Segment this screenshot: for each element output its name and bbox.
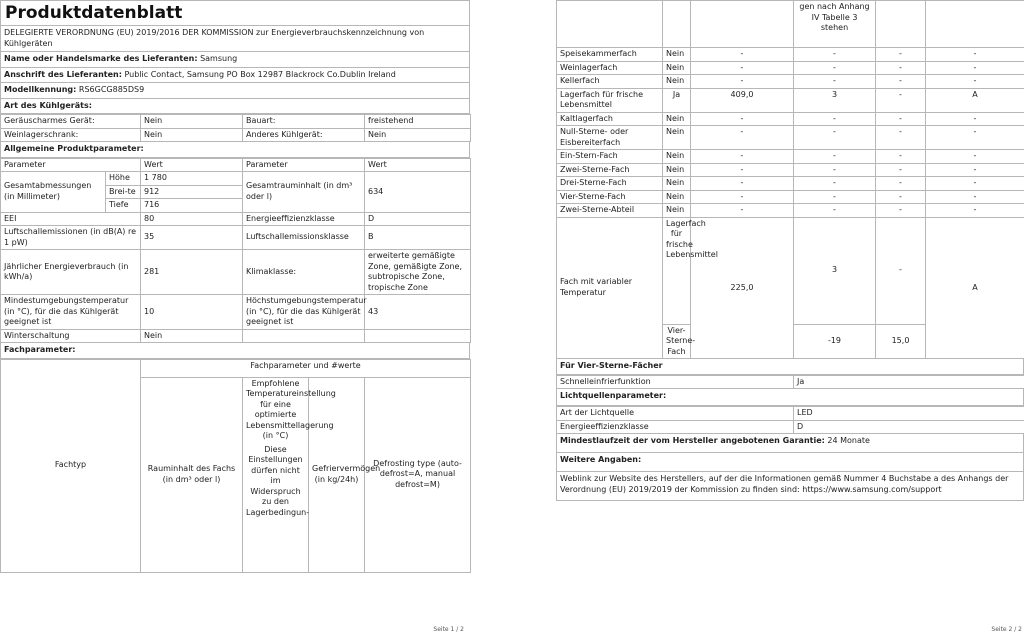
table-header-row	[1, 158, 471, 172]
column-header: Parameter	[1, 158, 141, 172]
compartment-defrost: -	[926, 48, 1024, 62]
column-header-defrost-type: Defrosting type (auto-defrost=A, manual defrost=M)	[365, 377, 471, 572]
table-row	[557, 150, 1024, 164]
supplier-address-value: Public Contact, Samsung PO Box 12987 Blackrock Co.Dublin Ireland	[124, 69, 396, 79]
compartment-freezing: -	[876, 163, 926, 177]
compartment-volume: -	[691, 190, 794, 204]
empty-cell	[663, 1, 691, 48]
compartment-freezing: -	[876, 48, 926, 62]
compartment-freezing: -	[876, 126, 926, 150]
compartment-volume: -	[691, 204, 794, 218]
type-cell: Nein	[141, 128, 243, 142]
temperature-header-note: Diese Einstellungen dürfen nicht im Widerspruch zu den Lagerbedingun-	[246, 444, 310, 517]
column-header-volume: Rauminhalt des Fachs (in dm³ oder l)	[141, 377, 243, 572]
dimension-sub-label: Tiefe	[106, 199, 141, 213]
compartment-name: Kellerfach	[557, 75, 663, 89]
param-value: 281	[141, 250, 243, 295]
empty-cell	[557, 1, 663, 48]
model-row	[0, 83, 470, 99]
dimension-sub-label: Brei-te	[106, 185, 141, 199]
table-row	[557, 217, 1024, 324]
compartment-temperature: -	[794, 177, 876, 191]
compartment-name: Zwei-Sterne-Abteil	[557, 204, 663, 218]
dimensions-label: Gesamtabmessungen (in Millimeter)	[1, 172, 106, 213]
variable-sub1-temperature: 3	[794, 217, 876, 324]
compartment-volume: -	[691, 163, 794, 177]
compartment-name: Null-Sterne- oder Eisbereiterfach	[557, 126, 663, 150]
compartment-temperature: -	[794, 190, 876, 204]
type-cell: Nein	[365, 128, 471, 142]
table-row	[557, 75, 1024, 89]
compartment-freezing: -	[876, 150, 926, 164]
param-label: Luftschallemissionsklasse	[243, 226, 365, 250]
compartment-temperature: -	[794, 75, 876, 89]
compartment-present: Ja	[663, 88, 691, 112]
compartment-defrost: -	[926, 61, 1024, 75]
compartment-name: Speisekammerfach	[557, 48, 663, 62]
compartment-volume: 409,0	[691, 88, 794, 112]
model-value: RS6GCG885DS9	[78, 85, 145, 94]
compartment-freezing: -	[876, 177, 926, 191]
compartment-volume: -	[691, 75, 794, 89]
variable-compartment-label: Fach mit variabler Temperatur	[557, 217, 663, 359]
type-cell: Anderes Kühlgerät:	[243, 128, 365, 142]
param-value: 35	[141, 226, 243, 250]
compartment-defrost: -	[926, 112, 1024, 126]
table-row	[1, 329, 471, 343]
quick-freeze-table	[556, 375, 1024, 390]
param-value: erweiterte gemäßigte Zone, gemäßigte Zone, subtropische Zone, tropische Zone	[365, 250, 471, 295]
winter-switch-value: Nein	[141, 329, 243, 343]
compartment-present: Nein	[663, 112, 691, 126]
variable-sub1-name: Lagerfach für frische Lebensmittel	[663, 217, 691, 324]
table-row	[557, 1, 1024, 48]
light-param-value: D	[794, 420, 1024, 434]
compartment-defrost: -	[926, 190, 1024, 204]
additional-info-text: Weblink zur Website des Herstellers, auf der die Informationen gemäß Nummer 4 Buchstabe a des Anhangs der Verordnung (EU) 2019/2019 der Kommission zu finden sind: https://www.samsung.com/support	[556, 472, 1024, 501]
table-row	[1, 128, 471, 142]
compartment-temperature: -	[794, 126, 876, 150]
variable-sub2-freezing: 15,0	[876, 324, 926, 359]
table-row	[1, 115, 471, 129]
compartment-name: Ein-Stern-Fach	[557, 150, 663, 164]
supplier-address-row	[0, 68, 470, 84]
param-label: EEI	[1, 212, 141, 226]
compartment-temperature: -	[794, 48, 876, 62]
table-row	[1, 172, 471, 186]
table-row	[1, 250, 471, 295]
param-value: D	[365, 212, 471, 226]
compartment-name: Zwei-Sterne-Fach	[557, 163, 663, 177]
compartment-freezing: -	[876, 88, 926, 112]
total-volume-value: 634	[365, 172, 471, 213]
table-row	[1, 212, 471, 226]
quick-freeze-value: Ja	[794, 375, 1024, 389]
table-row	[557, 420, 1024, 434]
column-header-temperature	[243, 377, 336, 572]
compartment-temperature: -	[794, 61, 876, 75]
compartment-present: Nein	[663, 75, 691, 89]
supplier-name-value: Samsung	[200, 54, 238, 63]
table-row	[557, 163, 1024, 177]
compartment-volume: -	[691, 112, 794, 126]
compartment-defrost: -	[926, 204, 1024, 218]
supplier-address-label: Anschrift des Lieferanten:	[4, 69, 122, 79]
compartment-volume: -	[691, 177, 794, 191]
table-header-row	[1, 359, 471, 377]
param-label: Energieeffizienzklasse	[243, 212, 365, 226]
compartment-defrost: A	[926, 88, 1024, 112]
empty-cell	[243, 329, 365, 343]
compartment-temperature: -	[794, 163, 876, 177]
param-label: Jährlicher Energieverbrauch (in kWh/a)	[1, 250, 141, 295]
dimension-value: 912	[141, 185, 243, 199]
type-cell: Geräuscharmes Gerät:	[1, 115, 141, 129]
supplier-name-row	[0, 52, 470, 68]
param-label: Mindestumgebungstemperatur (in °C), für die das Kühlgerät geeignet ist	[1, 295, 141, 330]
compartment-temperature: -	[794, 150, 876, 164]
type-cell: Weinlagerschrank:	[1, 128, 141, 142]
table-row	[557, 61, 1024, 75]
supplier-name-label: Name oder Handelsmarke des Lieferanten:	[4, 54, 198, 63]
compartment-name: Kaltlagerfach	[557, 112, 663, 126]
light-source-heading: Lichtquellenparameter:	[556, 389, 1024, 406]
table-row	[1, 226, 471, 250]
param-value: B	[365, 226, 471, 250]
appliance-type-heading: Art des Kühlgeräts:	[0, 99, 470, 115]
compartment-present: Nein	[663, 190, 691, 204]
compartment-freezing: -	[876, 190, 926, 204]
column-header-compartment-type: Fachtyp	[1, 359, 141, 572]
type-cell: Bauart:	[243, 115, 365, 129]
regulation-text: DELEGIERTE VERORDNUNG (EU) 2019/2016 DER KOMMISSION zur Energieverbrauchskennzeichnung von Kühlgeräten	[0, 26, 470, 52]
warranty-row	[556, 434, 1024, 453]
compartment-name: Weinlagerfach	[557, 61, 663, 75]
empty-cell	[365, 329, 471, 343]
empty-cell	[876, 1, 926, 48]
light-param-label: Energieeffizienzklasse	[557, 420, 794, 434]
compartment-defrost: -	[926, 150, 1024, 164]
column-header-continuation: gen nach Anhang IV Tabelle 3 stehen	[794, 1, 876, 48]
column-header-group: Fachparameter und #werte	[141, 359, 471, 377]
compartment-params-heading: Fachparameter:	[0, 343, 470, 359]
variable-sub2-name: Vier-Sterne-Fach	[663, 324, 691, 359]
light-source-table	[556, 406, 1024, 434]
compartment-present: Nein	[663, 177, 691, 191]
dimension-value: 1 780	[141, 172, 243, 186]
compartment-volume: -	[691, 150, 794, 164]
column-header: Parameter	[243, 158, 365, 172]
table-row	[1, 295, 471, 330]
total-volume-label: Gesamtrauminhalt (in dm³ oder l)	[243, 172, 365, 213]
variable-sub2-temperature: -19	[794, 324, 876, 359]
light-param-value: LED	[794, 407, 1024, 421]
four-star-heading: Für Vier-Sterne-Fächer	[556, 359, 1024, 375]
compartment-name: Drei-Sterne-Fach	[557, 177, 663, 191]
compartment-freezing: -	[876, 204, 926, 218]
param-value: 10	[141, 295, 243, 330]
compartment-name: Vier-Sterne-Fach	[557, 190, 663, 204]
compartment-name: Lagerfach für frische Lebensmittel	[557, 88, 663, 112]
table-row	[557, 204, 1024, 218]
compartment-temperature: 3	[794, 88, 876, 112]
general-params-table	[0, 158, 471, 344]
compartment-temperature: -	[794, 204, 876, 218]
param-value: 43	[365, 295, 471, 330]
column-header: Wert	[141, 158, 243, 172]
compartment-volume: -	[691, 126, 794, 150]
table-row	[557, 112, 1024, 126]
general-params-heading: Allgemeine Produktparameter:	[0, 142, 470, 158]
table-row	[557, 177, 1024, 191]
param-label: Höchstumgebungstemperatur (in °C), für die das Kühlgerät geeignet ist	[243, 295, 365, 330]
compartment-present: Nein	[663, 126, 691, 150]
column-header: Wert	[365, 158, 471, 172]
variable-defrost: A	[926, 217, 1024, 359]
dimension-value: 716	[141, 199, 243, 213]
compartment-volume: -	[691, 48, 794, 62]
dimension-sub-label: Höhe	[106, 172, 141, 186]
compartment-defrost: -	[926, 177, 1024, 191]
compartment-freezing: -	[876, 112, 926, 126]
empty-cell	[926, 1, 1024, 48]
temperature-header-text: Empfohlene Temperatureinstellung für eine optimierte Lebensmittellagerung (in °C)	[246, 378, 336, 441]
table-row	[557, 407, 1024, 421]
compartment-freezing: -	[876, 75, 926, 89]
compartment-table	[556, 0, 1024, 359]
page-title: Produktdatenblatt	[0, 0, 470, 26]
compartment-temperature: -	[794, 112, 876, 126]
warranty-value: 24 Monate	[827, 436, 870, 445]
table-row	[557, 126, 1024, 150]
param-label: Luftschallemissionen (in dB(A) re 1 pW)	[1, 226, 141, 250]
param-value: 80	[141, 212, 243, 226]
compartment-present: Nein	[663, 204, 691, 218]
param-label: Klimaklasse:	[243, 250, 365, 295]
variable-volume: 225,0	[691, 217, 794, 359]
model-label: Modellkennung:	[4, 85, 77, 94]
table-row	[557, 375, 1024, 389]
winter-switch-label: Winterschaltung	[1, 329, 141, 343]
compartment-volume: -	[691, 61, 794, 75]
appliance-type-table	[0, 114, 471, 142]
datasheet-page-2: gen nach Anhang IV Tabelle 3 stehen Speisekammerfach Nein - - - - Weinlagerfach Nein - - - - Kellerfach Nein - - - - Lagerfach für frische Lebensmittel Ja 409,0 3 - A Kaltlagerfach Nein - - - - Null-Sterne- oder Eisbereiterfach Nein - - - - Ein-Stern-Fach Nein - - - - Zwei-Sterne-Fach Nein - - - - Drei-Sterne-Fach Nein - - - - Vier-Sterne-Fach Nein - - - - Zwei-Sterne-Abteil Nein - - - - Fach mit variabler Temperatur Lagerfach für frische Lebensmittel 225,0 3 - A Vier-Sterne-Fach -19 15,0 Für Vier-Sterne-Fächer Schnelleinfrierfunktion Ja Lichtquellenparameter: Art der Lichtquelle LED Energieeffizienzklasse D Mindestlaufzeit der vom Hersteller angebotenen Garantie: 24 Monate Weitere Angaben: Weblink zur Website des Herstellers, auf der die Informationen gemäß Nummer 4 Buchstabe a des Anhangs der Verordnung (EU) 2019/2019 der Kommission zu finden sind: https://www.samsung.com/support Seite 2 / 2	[556, 0, 1024, 501]
column-header-freezing-capacity: Gefriervermögen (in kg/24h)	[309, 377, 365, 572]
warranty-label: Mindestlaufzeit der vom Hersteller angebotenen Garantie:	[560, 436, 825, 445]
datasheet-page-1: Produktdatenblatt DELEGIERTE VERORDNUNG (EU) 2019/2016 DER KOMMISSION zur Energieverbrauchskennzeichnung von Kühlgeräten Name oder Handelsmarke des Lieferanten: Samsung Anschrift des Lieferanten: Public Contact, Samsung PO Box 12987 Blackrock Co.Dublin Ireland Modellkennung: RS6GCG885DS9 Art des Kühlgeräts: Geräuscharmes Gerät: Nein Bauart: freistehend Weinlagerschrank: Nein Anderes Kühlgerät: Nein Allgemeine Produktparameter: Parameter Wert Parameter Wert Gesamtabmessungen (in Millimeter) Höhe 1 780 Gesamtrauminhalt (in dm³ oder l) 634 Brei-te 912 Tiefe 716 EEI 80 Energieeffizienzklasse D Luftschallemissionen (in dB(A) re 1 pW) 35 Luftschallemissionsklasse B Jährlicher Energieverbrauch (in kWh/a) 281 Klimaklasse: erweiterte gemäßigte Zone, gemäßigte Zone, subtropische Zone, tropische Zone Mindestumgebungstemperatur (in °C), für die das Kühlgerät geeignet ist 10 Höchstumgebungstemperatur (in °C), für die das Kühlgerät geeignet ist 43 Winterschaltung Nein Fachparameter: Fachtyp Fachparameter und #werte Rauminhalt des Fachs (in dm³ oder l) Empfohlene Temperatureinstellung für eine optimierte Lebensmittellagerung (in °C) Diese Einstellungen dürfen nicht im Widerspruch zu den Lagerbedingun- Gefriervermögen (in kg/24h) Defrosting type (auto-defrost=A, manual defrost=M) Seite 1 / 2	[0, 0, 470, 573]
compartment-present: Nein	[663, 48, 691, 62]
empty-cell	[691, 1, 794, 48]
additional-info-heading: Weitere Angaben:	[556, 453, 1024, 472]
compartment-defrost: -	[926, 126, 1024, 150]
compartment-present: Nein	[663, 61, 691, 75]
table-row	[557, 48, 1024, 62]
type-cell: Nein	[141, 115, 243, 129]
compartment-defrost: -	[926, 163, 1024, 177]
variable-sub1-freezing: -	[876, 217, 926, 324]
quick-freeze-label: Schnelleinfrierfunktion	[557, 375, 794, 389]
compartment-present: Nein	[663, 150, 691, 164]
type-cell: freistehend	[365, 115, 471, 129]
compartment-freezing: -	[876, 61, 926, 75]
light-param-label: Art der Lichtquelle	[557, 407, 794, 421]
compartment-header-table	[0, 359, 471, 573]
table-row	[557, 190, 1024, 204]
compartment-present: Nein	[663, 163, 691, 177]
compartment-defrost: -	[926, 75, 1024, 89]
table-row	[557, 88, 1024, 112]
